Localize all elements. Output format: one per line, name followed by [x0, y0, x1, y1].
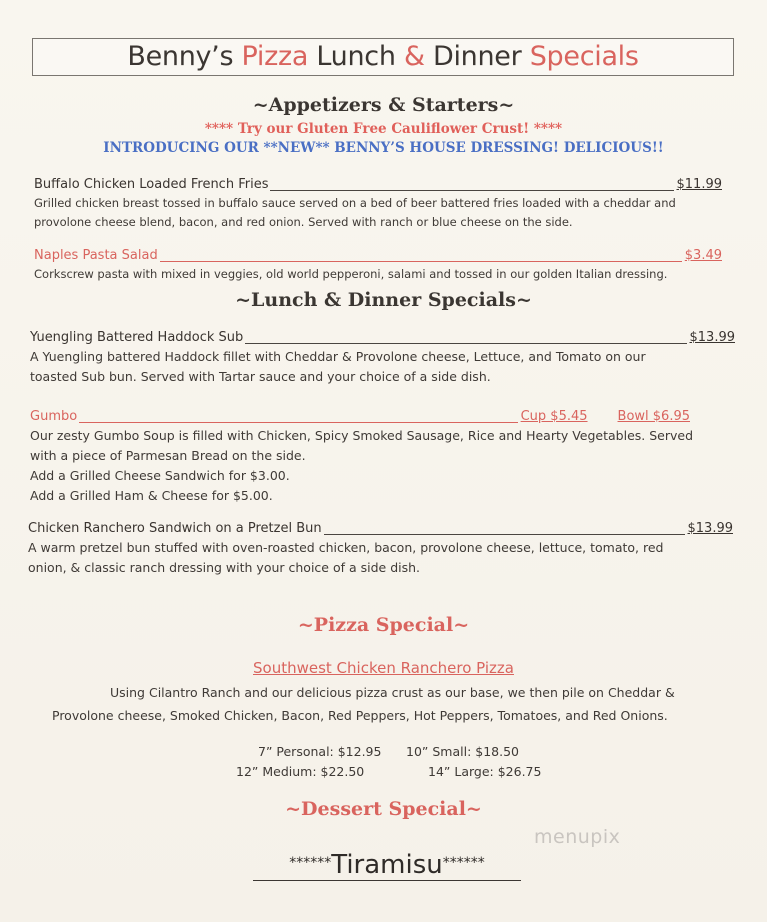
size-medium: 12” Medium: $22.50	[236, 764, 365, 779]
leader-line	[270, 190, 673, 191]
item-description-line: Our zesty Gumbo Soup is filled with Chicken, Spicy Smoked Sausage, Rice and Hearty Vegetables. Served	[30, 428, 694, 443]
title-part-1: Benny’s	[127, 41, 242, 72]
item-name: Naples Pasta Salad	[34, 248, 158, 263]
dessert-item	[253, 846, 521, 882]
item-price: $11.99	[676, 177, 722, 192]
menu-item-ranchero-sandwich	[28, 520, 733, 578]
dessert-underline	[253, 880, 521, 881]
menu-item-header	[28, 520, 733, 538]
item-description-line: Add a Grilled Cheese Sandwich for $3.00.	[30, 468, 290, 483]
item-name: Gumbo	[30, 409, 78, 424]
item-name: Chicken Ranchero Sandwich on a Pretzel Bun	[28, 521, 322, 536]
item-price: $13.99	[689, 330, 735, 345]
item-description-line: A warm pretzel bun stuffed with oven-roasted chicken, bacon, provolone cheese, lettuce, tomato, red	[28, 540, 664, 555]
item-description-line: Add a Grilled Ham & Cheese for $5.00.	[30, 488, 273, 503]
leader-line	[79, 422, 517, 423]
size-small: 10” Small: $18.50	[406, 744, 519, 759]
item-name: Buffalo Chicken Loaded French Fries	[34, 177, 269, 192]
dessert-name: Tiramisu	[331, 850, 443, 880]
menu-item-gumbo	[30, 408, 694, 506]
item-description-line: provolone cheese blend, bacon, and red onion. Served with ranch or blue cheese on the side.	[34, 215, 573, 229]
title-part-2: Pizza	[241, 41, 309, 72]
item-description-line: toasted Sub bun. Served with Tartar sauce and your choice of a side dish.	[30, 369, 491, 384]
title-part-5: Dinner	[424, 41, 530, 72]
pizza-heading: ~Pizza Special~	[297, 614, 470, 636]
stars-right: ******	[442, 855, 485, 871]
item-description	[34, 194, 722, 232]
menu-title	[32, 38, 734, 76]
item-name: Yuengling Battered Haddock Sub	[30, 330, 244, 345]
item-description	[34, 265, 722, 284]
stars-left: ******	[289, 855, 332, 871]
watermark: menupix	[534, 826, 621, 848]
item-description	[30, 426, 735, 506]
menu-item-header	[34, 176, 722, 194]
menu-item-header	[34, 247, 722, 265]
pizza-description-line: Using Cilantro Ranch and our delicious pizza crust as our base, we then pile on Cheddar &	[110, 685, 675, 700]
menu-item-haddock-sub	[30, 329, 735, 387]
leader-line	[324, 534, 685, 535]
gluten-free-promo: **** Try our Gluten Free Cauliflower Crust! ****	[204, 121, 563, 137]
leader-line	[160, 261, 682, 262]
pizza-description	[52, 681, 716, 727]
size-personal: 7” Personal: $12.95	[258, 744, 382, 759]
menu-item-buffalo-fries	[34, 176, 722, 232]
item-description	[28, 538, 733, 578]
item-description	[30, 347, 735, 387]
title-part-3: Lunch	[308, 41, 404, 72]
menu-item-header	[30, 408, 690, 426]
bowl-price: Bowl $6.95	[617, 409, 690, 424]
menu-item-header	[30, 329, 735, 347]
item-description-line: A Yuengling battered Haddock fillet with Cheddar & Provolone cheese, Lettuce, and Tomato on our	[30, 349, 646, 364]
appetizers-heading: ~Appetizers & Starters~	[252, 94, 515, 116]
leader-line	[245, 343, 686, 344]
item-price: $13.99	[687, 521, 733, 536]
item-description-line: onion, & classic ranch dressing with your choice of a side dish.	[28, 560, 421, 575]
pizza-name: Southwest Chicken Ranchero Pizza	[253, 659, 514, 677]
pizza-description-line: Provolone cheese, Smoked Chicken, Bacon, Red Peppers, Hot Peppers, Tomatoes, and Red Onions.	[52, 708, 668, 723]
house-dressing-promo: INTRODUCING OUR **NEW** BENNY’S HOUSE DRESSING! DELICIOUS!!	[103, 140, 664, 156]
title-part-6: Specials	[529, 41, 639, 72]
dessert-heading: ~Dessert Special~	[285, 798, 482, 820]
item-description-line: Corkscrew pasta with mixed in veggies, old world pepperoni, salami and tossed in our golden Italian dressing.	[34, 267, 668, 281]
cup-price: Cup $5.45	[520, 409, 588, 424]
item-description-line: Grilled chicken breast tossed in buffalo sauce served on a bed of beer battered fries loaded with a cheddar and	[34, 196, 676, 210]
size-large: 14” Large: $26.75	[428, 764, 542, 779]
menu-item-naples-pasta-salad	[34, 247, 722, 284]
item-price: $3.49	[684, 248, 722, 263]
specials-heading: ~Lunch & Dinner Specials~	[235, 289, 532, 311]
title-part-4: &	[403, 41, 425, 72]
item-description-line: with a piece of Parmesan Bread on the side.	[30, 448, 306, 463]
